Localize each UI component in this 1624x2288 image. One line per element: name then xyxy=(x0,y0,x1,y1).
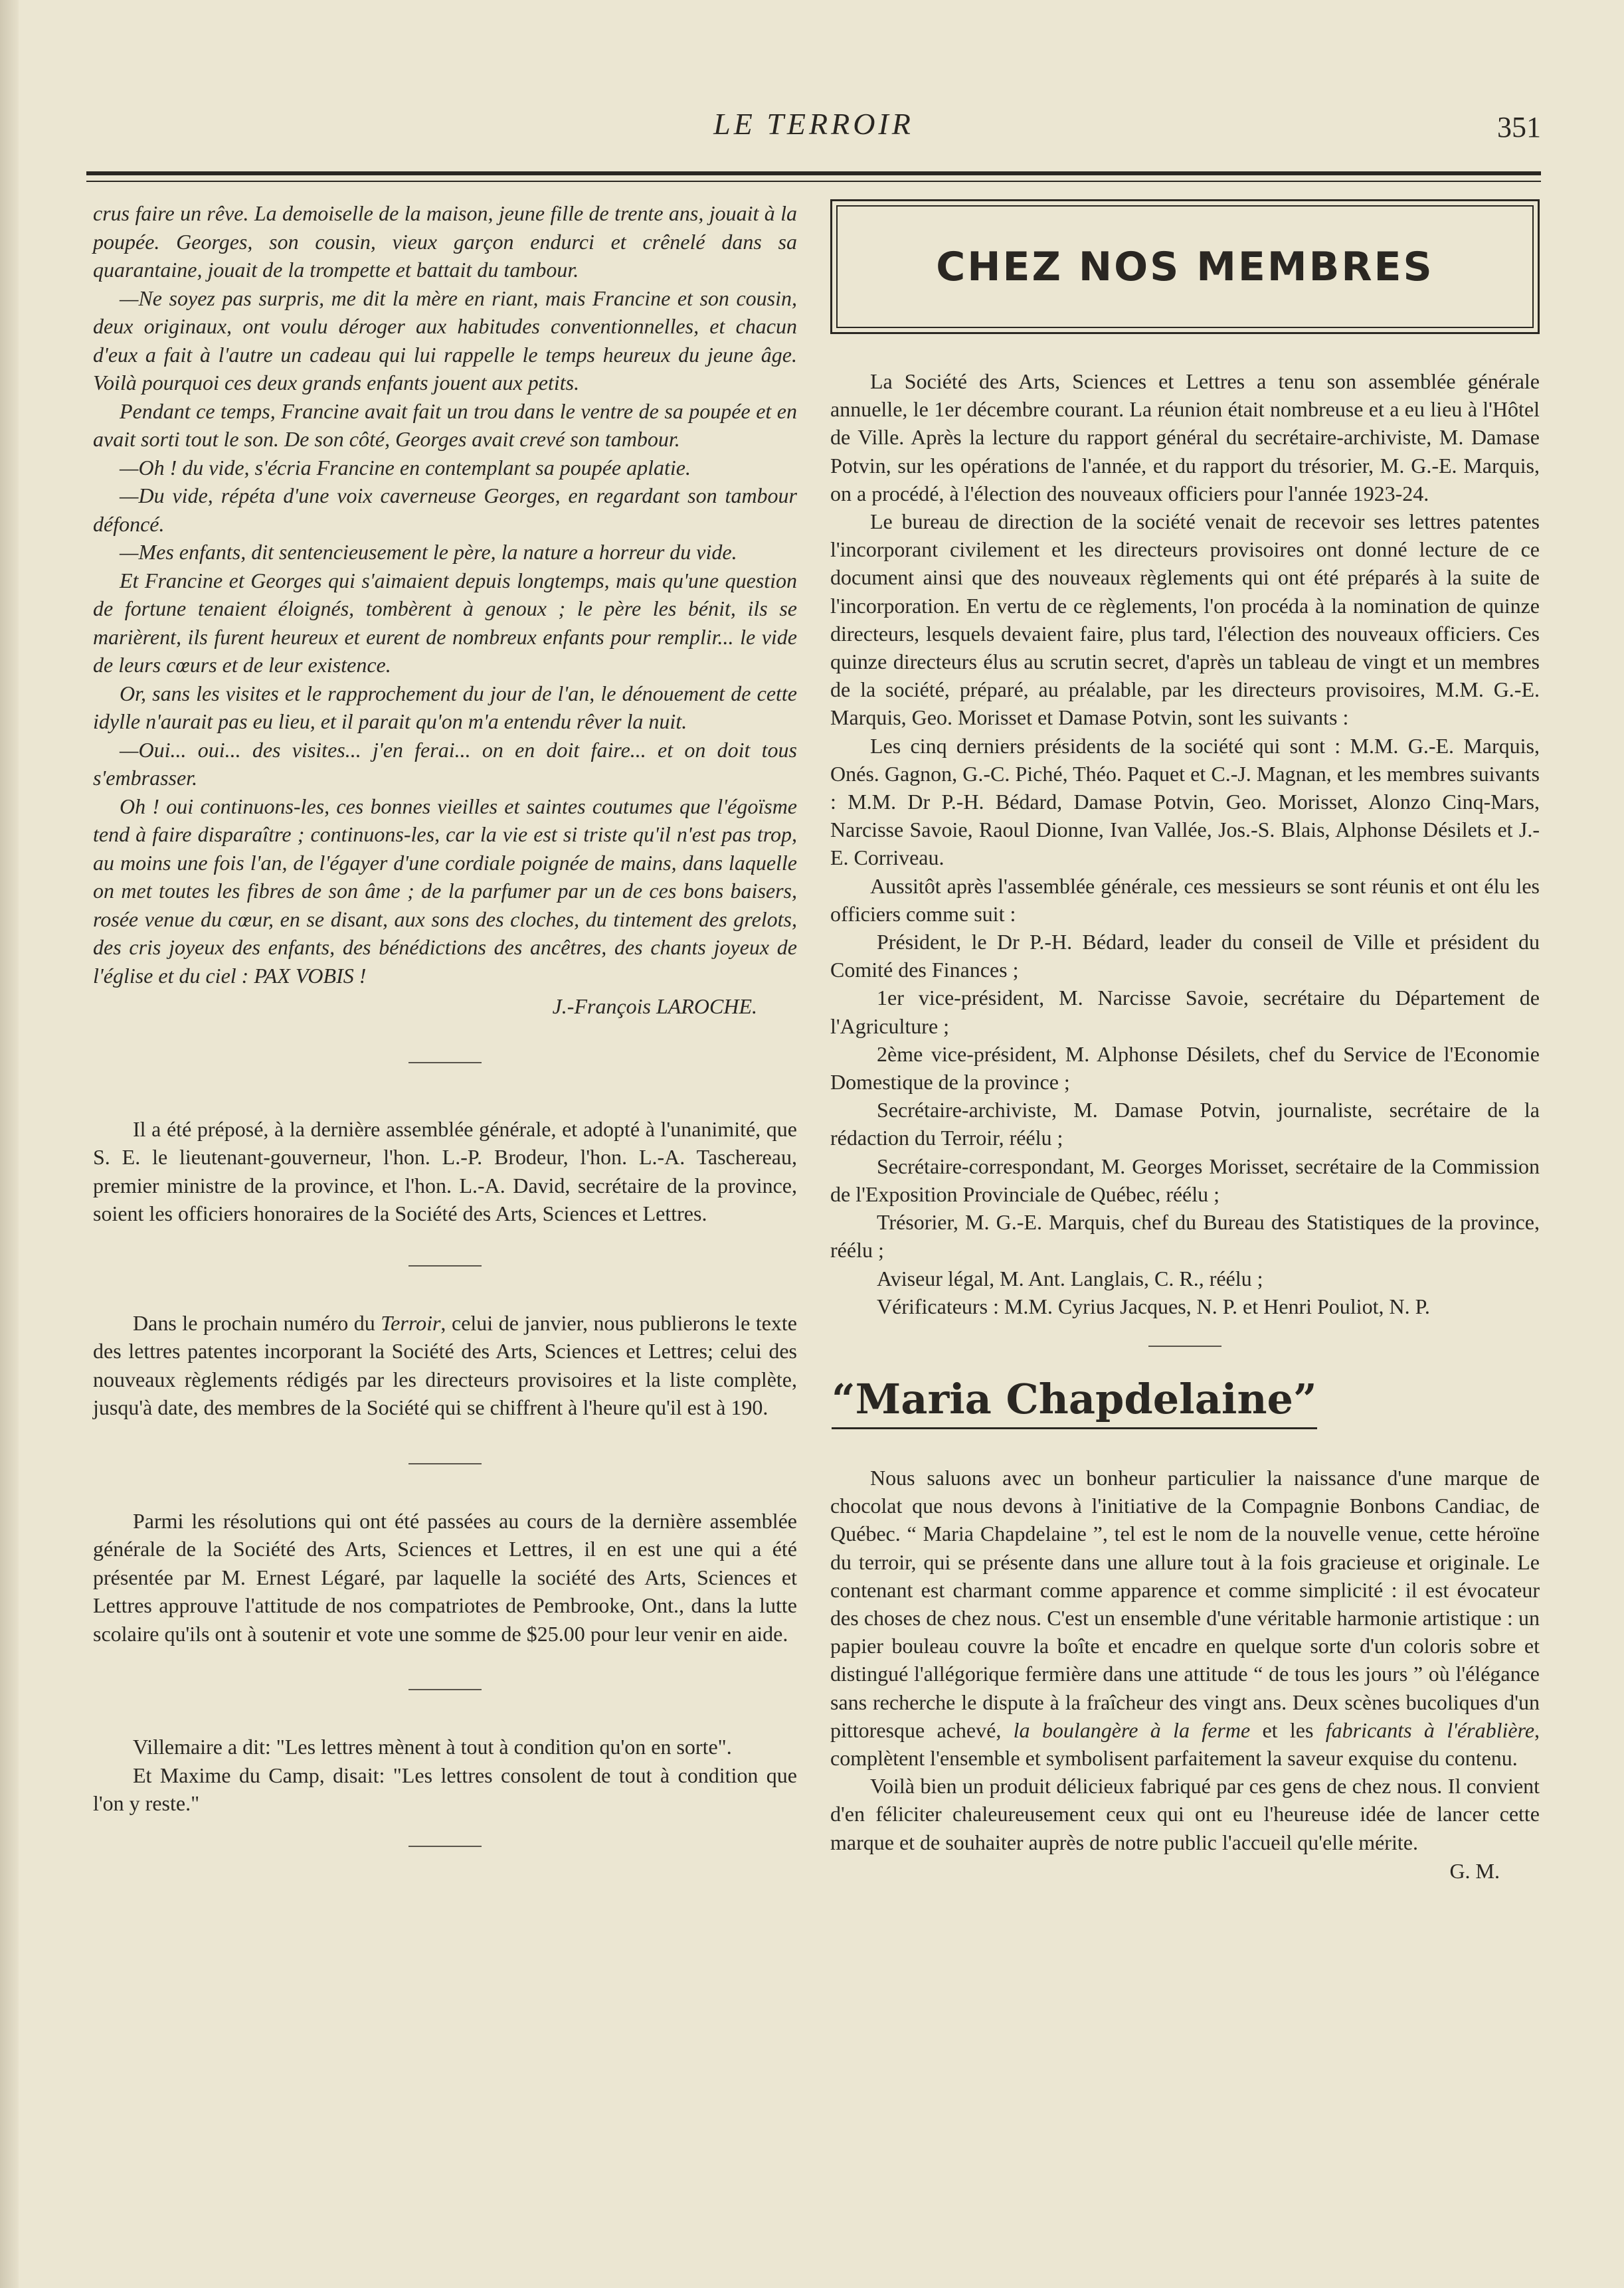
article-paragraph: Le bureau de direction de la société venait de recevoir ses lettres patentes l'incorporant civilement et les directeurs provisoires ont donné lecture de ce document ainsi que des nouveaux règlements qui ont été préparés à la suite de l'incorporation. En vertu de ce règlements, l'on procéda à la nomination de quinze directeurs, lesquels devaient faire, plus tard, l'élection des nouveaux officiers. Ces quinze directeurs élus au scrutin secret, d'après un tableau de vingt et un membres de la société, préparé, au préalable, par les directeurs provisoires, M.M. G.-E. Marquis, Geo. Morisset et Damase Potvin, sont les suivants : xyxy=(830,509,1540,730)
article-paragraph: Les cinq derniers présidents de la société qui sont : M.M. G.-E. Marquis, Onés. Gagnon, G.-C. Piché, Théo. Paquet et C.-J. Magnan, et les membres suivants : M.M. Dr P.-H. Bédard, Damase Potvin, Geo. Morisset, Alonzo Cinq-Mars, Narcisse Savoie, Raoul Dionne, Ivan Vallée, Jos.-S. Blais, Alphonse Désilets et J.-E. Corriveau. xyxy=(830,733,1540,870)
story-continuation xyxy=(93,199,797,1021)
section-title: CHEZ NOS MEMBRES xyxy=(936,243,1434,290)
article-paragraph: Nous saluons avec un bonheur particulier la naissance d'une marque de chocolat que nous devons à l'initiative de la Compagnie Bonbons Candiac, de Québec. “ Maria Chapdelaine ”, tel est le nom de la nouvelle venue, cette héroïne du terroir, qui se présente dans une allure tout à la fois gracieuse et originale. Le contenant est charmant comme apparence et comme simplicité : il est évocateur des choses de chez nous. C'est un ensemble d'une véritable harmonie artistique : un papier bouleau couvre la boîte et encadre en quelque sorte d'un coloris sobre et distingué l'allégorique fermière dans une attitude “ de tous les jours ” où l'élégance sans recherche le dispute à la fraîcheur des vingt ans. Deux scènes bucoliques d'un pittoresque achevé, la boulangère à la ferme et les fabricants à l'érablière, complètent l'ensemble et symbolisent parfaitement la saveur exquise du contenu. xyxy=(830,1465,1540,1770)
article-signature: G. M. xyxy=(1449,1858,1500,1883)
quotes-section xyxy=(93,1733,797,1818)
officer-entry: Président, le Dr P.-H. Bédard, leader du conseil de Ville et président du Comité des Finances ; xyxy=(830,930,1540,982)
notice-officers-honoraires xyxy=(93,1115,797,1228)
page-header xyxy=(86,106,1541,159)
header-rule-thick xyxy=(86,171,1541,175)
notice-prochain-numero xyxy=(93,1309,797,1422)
page-number: 351 xyxy=(1497,111,1541,143)
story-paragraph: Pendant ce temps, Francine avait fait un trou dans le ventre de sa poupée et en avait sorti tout le son. De son côté, Georges avait crevé son tambour. xyxy=(93,398,797,451)
article-title: “Maria Chapdelaine” xyxy=(832,1375,1317,1429)
notice-resolutions xyxy=(93,1507,797,1648)
story-signature: J.-François LAROCHE. xyxy=(552,994,757,1018)
running-title: LE TERROIR xyxy=(713,107,914,141)
story-paragraph: Et Francine et Georges qui s'aimaient depuis longtemps, mais qu'une question de fortune tenaient éloignés, tombèrent à genoux ; le père les bénit, ils se marièrent, ils furent heureux et eurent de nombreux enfants pour remplir... le vide de leurs cœurs et de leur existence. xyxy=(93,568,797,677)
journal-title: Terroir xyxy=(381,1310,441,1335)
header-rule-thin xyxy=(86,181,1541,182)
story-paragraph: —Oui... oui... des visites... j'en ferai... on en doit faire... et on doit tous s'embrasser. xyxy=(93,737,797,790)
article-paragraph: Aussitôt après l'assemblée générale, ces messieurs se sont réunis et ont élu les officiers comme suit : xyxy=(830,873,1540,926)
article-paragraph: Voilà bien un produit délicieux fabriqué par ces gens de chez nous. Il convient d'en féliciter chaleureusement ceux qui ont eu l'heureuse idée de lancer cette marque et de souhaiter auprès de notre public l'accueil qu'elle mérite. xyxy=(830,1774,1540,1854)
officer-entry: Secrétaire-archiviste, M. Damase Potvin, journaliste, secrétaire de la rédaction du Terroir, réélu ; xyxy=(830,1098,1540,1150)
section-separator xyxy=(408,1846,482,1847)
right-column xyxy=(830,199,1540,1886)
officer-entry: 1er vice-président, M. Narcisse Savoie, secrétaire du Département de l'Agriculture ; xyxy=(830,986,1540,1038)
officer-entry: Aviseur légal, M. Ant. Langlais, C. R., réélu ; xyxy=(877,1266,1263,1290)
page-edge-shadow xyxy=(0,0,19,2288)
story-paragraph: Or, sans les visites et le rapprochement du jour de l'an, le dénouement de cette idylle n'aurait pas eu lieu, et il parait qu'on m'a entendu rêver la nuit. xyxy=(93,681,797,733)
story-paragraph: —Mes enfants, dit sentencieusement le père, la nature a horreur du vide. xyxy=(120,540,737,564)
officer-entry: Secrétaire-correspondant, M. Georges Morisset, secrétaire de la Commission de l'Exposition Provinciale de Québec, réélu ; xyxy=(830,1154,1540,1206)
story-paragraph: crus faire un rêve. La demoiselle de la maison, jeune fille de trente ans, jouait à la poupée. Georges, son cousin, vieux garçon endurci et crênelé dans sa quarantaine, jouait de la trompette et battait du tambour. xyxy=(93,201,797,282)
officer-entry: Trésorier, M. G.-E. Marquis, chef du Bureau des Statistiques de la province, réélu ; xyxy=(830,1210,1540,1263)
notice-paragraph: Dans le prochain numéro du Terroir, celui de janvier, nous publierons le texte des lettres patentes incorporant la Société des Arts, Sciences et Lettres; celui des nouveaux règlements rédigés par les directeurs provisoires et la liste complète, jusqu'à date, des membres de la Société qui se chiffrent à l'heure qu'il est à 190. xyxy=(93,1310,798,1419)
maria-heading xyxy=(830,1375,1540,1429)
quote-villemaire: Villemaire a dit: "Les lettres mènent à tout à condition qu'on en sorte". xyxy=(133,1735,732,1759)
left-column xyxy=(93,199,797,1847)
notice-paragraph: Parmi les résolutions qui ont été passées au cours de la dernière assemblée générale de la Société des Arts, Sciences et Lettres, il en est une qui a été présentée par M. Ernest Légaré, par laquelle la société des Arts, Sciences et Lettres approuve l'attitude de nos compatriotes de Pembrooke, Ont., dans la lutte scolaire qu'ils ont à soutenir et vote une somme de $25.00 pour leur venir en aide. xyxy=(93,1508,797,1646)
members-article xyxy=(830,367,1540,1320)
officer-entry: Vérificateurs : M.M. Cyrius Jacques, N. P. et Henri Pouliot, N. P. xyxy=(877,1294,1430,1318)
banner-box xyxy=(830,199,1540,334)
maria-article xyxy=(830,1464,1540,1886)
story-paragraph: —Ne soyez pas surpris, me dit la mère en riant, mais Francine et son cousin, deux originaux, ont voulu déroger aux habitudes conventionnelles, et chacun d'eux a fait à l'autre un cadeau qui lui rappelle le temps heureux du jeune âge. Voilà pourquoi ces deux grands enfants jouent aux petits. xyxy=(93,286,797,395)
notice-paragraph: Il a été préposé, à la dernière assemblée générale, et adopté à l'unanimité, que S. E. le lieutenant-gouverneur, l'hon. L.-P. Brodeur, l'hon. L.-A. Taschereau, premier ministre de la province, et l'hon. L.-A. David, secrétaire de la province, soient les officiers honoraires de la Société des Arts, Sciences et Lettres. xyxy=(93,1116,797,1225)
article-paragraph: La Société des Arts, Sciences et Lettres a tenu son assemblée générale annuelle, le 1er décembre courant. La réunion était nombreuse et a eu lieu à l'Hôtel de Ville. Après la lecture du rapport général du secrétaire-archiviste, M. Damase Potvin, sur les opérations de l'année, et du rapport du trésorier, M. G.-E. Marquis, on a procédé, à l'élection des nouveaux officiers pour l'année 1923-24. xyxy=(830,369,1540,505)
story-paragraph: —Du vide, répéta d'une voix caverneuse Georges, en regardant son tambour défoncé. xyxy=(93,484,797,536)
story-paragraph: —Oh ! du vide, s'écria Francine en contemplant sa poupée aplatie. xyxy=(120,455,691,480)
story-paragraph: Oh ! oui continuons-les, ces bonnes vieilles et saintes coutumes que l'égoïsme tend à faire disparaître ; continuons-les, car la vie est si triste qu'il n'est pas trop, au moins une fois l'an, de l'égayer d'une cordiale poignée de mains, dans laquelle on met toutes les fibres de son âme ; de la parfumer par un de ces bons baisers, rosée venue du cœur, en se disant, aux sons des cloches, du tintement des grelots, des cris joyeux des enfants, des bénédictions des ancêtres, des chants joyeux de l'église et du ciel : PAX VOBIS ! xyxy=(93,794,797,988)
officer-entry: 2ème vice-président, M. Alphonse Désilets, chef du Service de l'Economie Domestique de la province ; xyxy=(830,1041,1540,1095)
quote-maxime-du-camp: Et Maxime du Camp, disait: "Les lettres consolent de tout à condition que l'on y reste." xyxy=(93,1763,797,1815)
